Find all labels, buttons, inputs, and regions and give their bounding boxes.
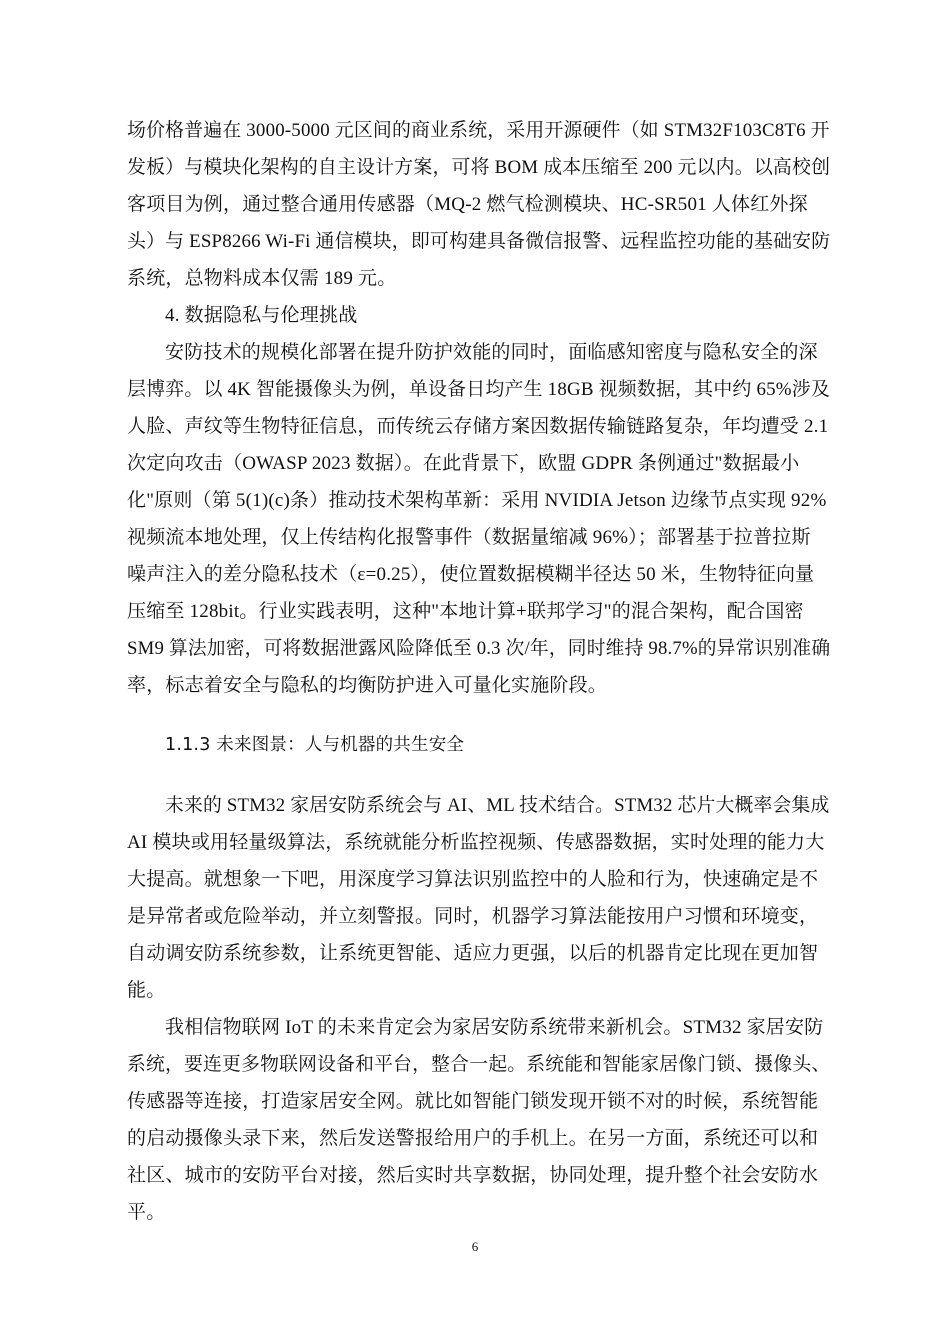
text-line: SM9 算法加密，可将数据泄露风险降低至 0.3 次/年，同时维持 98.7%的异常识别准确 bbox=[127, 638, 831, 659]
page-number: 6 bbox=[471, 1239, 479, 1254]
section-heading: 1.1.3 未来图景：人与机器的共生安全 bbox=[165, 735, 465, 755]
text-line: 安防技术的规模化部署在提升防护效能的同时，面临感知密度与隐私安全的深 bbox=[165, 342, 818, 363]
text-line: 视频流本地处理，仅上传结构化报警事件（数据量缩减 96%）；部署基于拉普拉斯 bbox=[127, 527, 811, 548]
text-line: 能。 bbox=[127, 980, 166, 1001]
text-line: 客项目为例，通过整合通用传感器（MQ-2 燃气检测模块、HC-SR501 人体红外探 bbox=[127, 194, 808, 215]
subheading-data-privacy: 4. 数据隐私与伦理挑战 bbox=[165, 305, 358, 326]
text-line: 自动调安防系统参数，让系统更智能、适应力更强，以后的机器肯定比现在更加智 bbox=[127, 943, 819, 964]
text-line: 我相信物联网 IoT 的未来肯定会为家居安防系统带来新机会。STM32 家居安防 bbox=[165, 1017, 824, 1038]
text-line: 头）与 ESP8266 Wi-Fi 通信模块，即可构建具备微信报警、远程监控功能的基础安防 bbox=[127, 231, 831, 252]
text-line: 社区、城市的安防平台对接，然后实时共享数据，协同处理，提升整个社会安防水 bbox=[127, 1165, 819, 1186]
text-line: 化"原则（第 5(1)(c)条）推动技术架构革新：采用 NVIDIA Jetson 边缘节点实现 92% bbox=[127, 490, 827, 511]
text-line: 场价格普遍在 3000-5000 元区间的商业系统，采用开源硬件（如 STM32F103C8T6 开 bbox=[127, 120, 830, 141]
text-line: 平。 bbox=[127, 1202, 166, 1223]
text-line: 大提高。就想象一下吧，用深度学习算法识别监控中的人脸和行为，快速确定是不 bbox=[127, 869, 819, 890]
text-line: 系统，要连更多物联网设备和平台，整合一起。系统能和智能家居像门锁、摄像头、 bbox=[127, 1054, 831, 1075]
text-line: 人脸、声纹等生物特征信息，而传统云存储方案因数据传输链路复杂，年均遭受 2.1 bbox=[127, 416, 829, 437]
text-line: 率，标志着安全与隐私的均衡防护进入可量化实施阶段。 bbox=[127, 675, 608, 696]
text-line: 压缩至 128bit。行业实践表明，这种"本地计算+联邦学习"的混合架构，配合国密 bbox=[127, 601, 804, 622]
text-line: 未来的 STM32 家居安防系统会与 AI、ML 技术结合。STM32 芯片大概率会集成 bbox=[165, 795, 830, 816]
text-line: AI 模块或用轻量级算法，系统就能分析监控视频、传感器数据，实时处理的能力大 bbox=[127, 832, 825, 853]
text-line: 的启动摄像头录下来，然后发送警报给用户的手机上。在另一方面，系统还可以和 bbox=[127, 1128, 819, 1149]
text-line: 噪声注入的差分隐私技术（ε=0.25），使位置数据模糊半径达 50 米，生物特征向量 bbox=[127, 564, 815, 585]
text-line: 次定向攻击（OWASP 2023 数据）。在此背景下，欧盟 GDPR 条例通过"数据最小 bbox=[127, 453, 800, 474]
text-line: 传感器等连接，打造家居安全网。就比如智能门锁发现开锁不对的时候，系统智能 bbox=[127, 1091, 819, 1112]
text-line: 层博弈。以 4K 智能摄像头为例，单设备日均产生 18GB 视频数据，其中约 65%涉及 bbox=[127, 379, 830, 400]
text-line: 系统，总物料成本仅需 189 元。 bbox=[127, 268, 397, 289]
text-line: 发板）与模块化架构的自主设计方案，可将 BOM 成本压缩至 200 元以内。以高校创 bbox=[127, 157, 831, 178]
text-line: 是异常者或危险举动，并立刻警报。同时，机器学习算法能按用户习惯和环境变， bbox=[127, 906, 819, 927]
